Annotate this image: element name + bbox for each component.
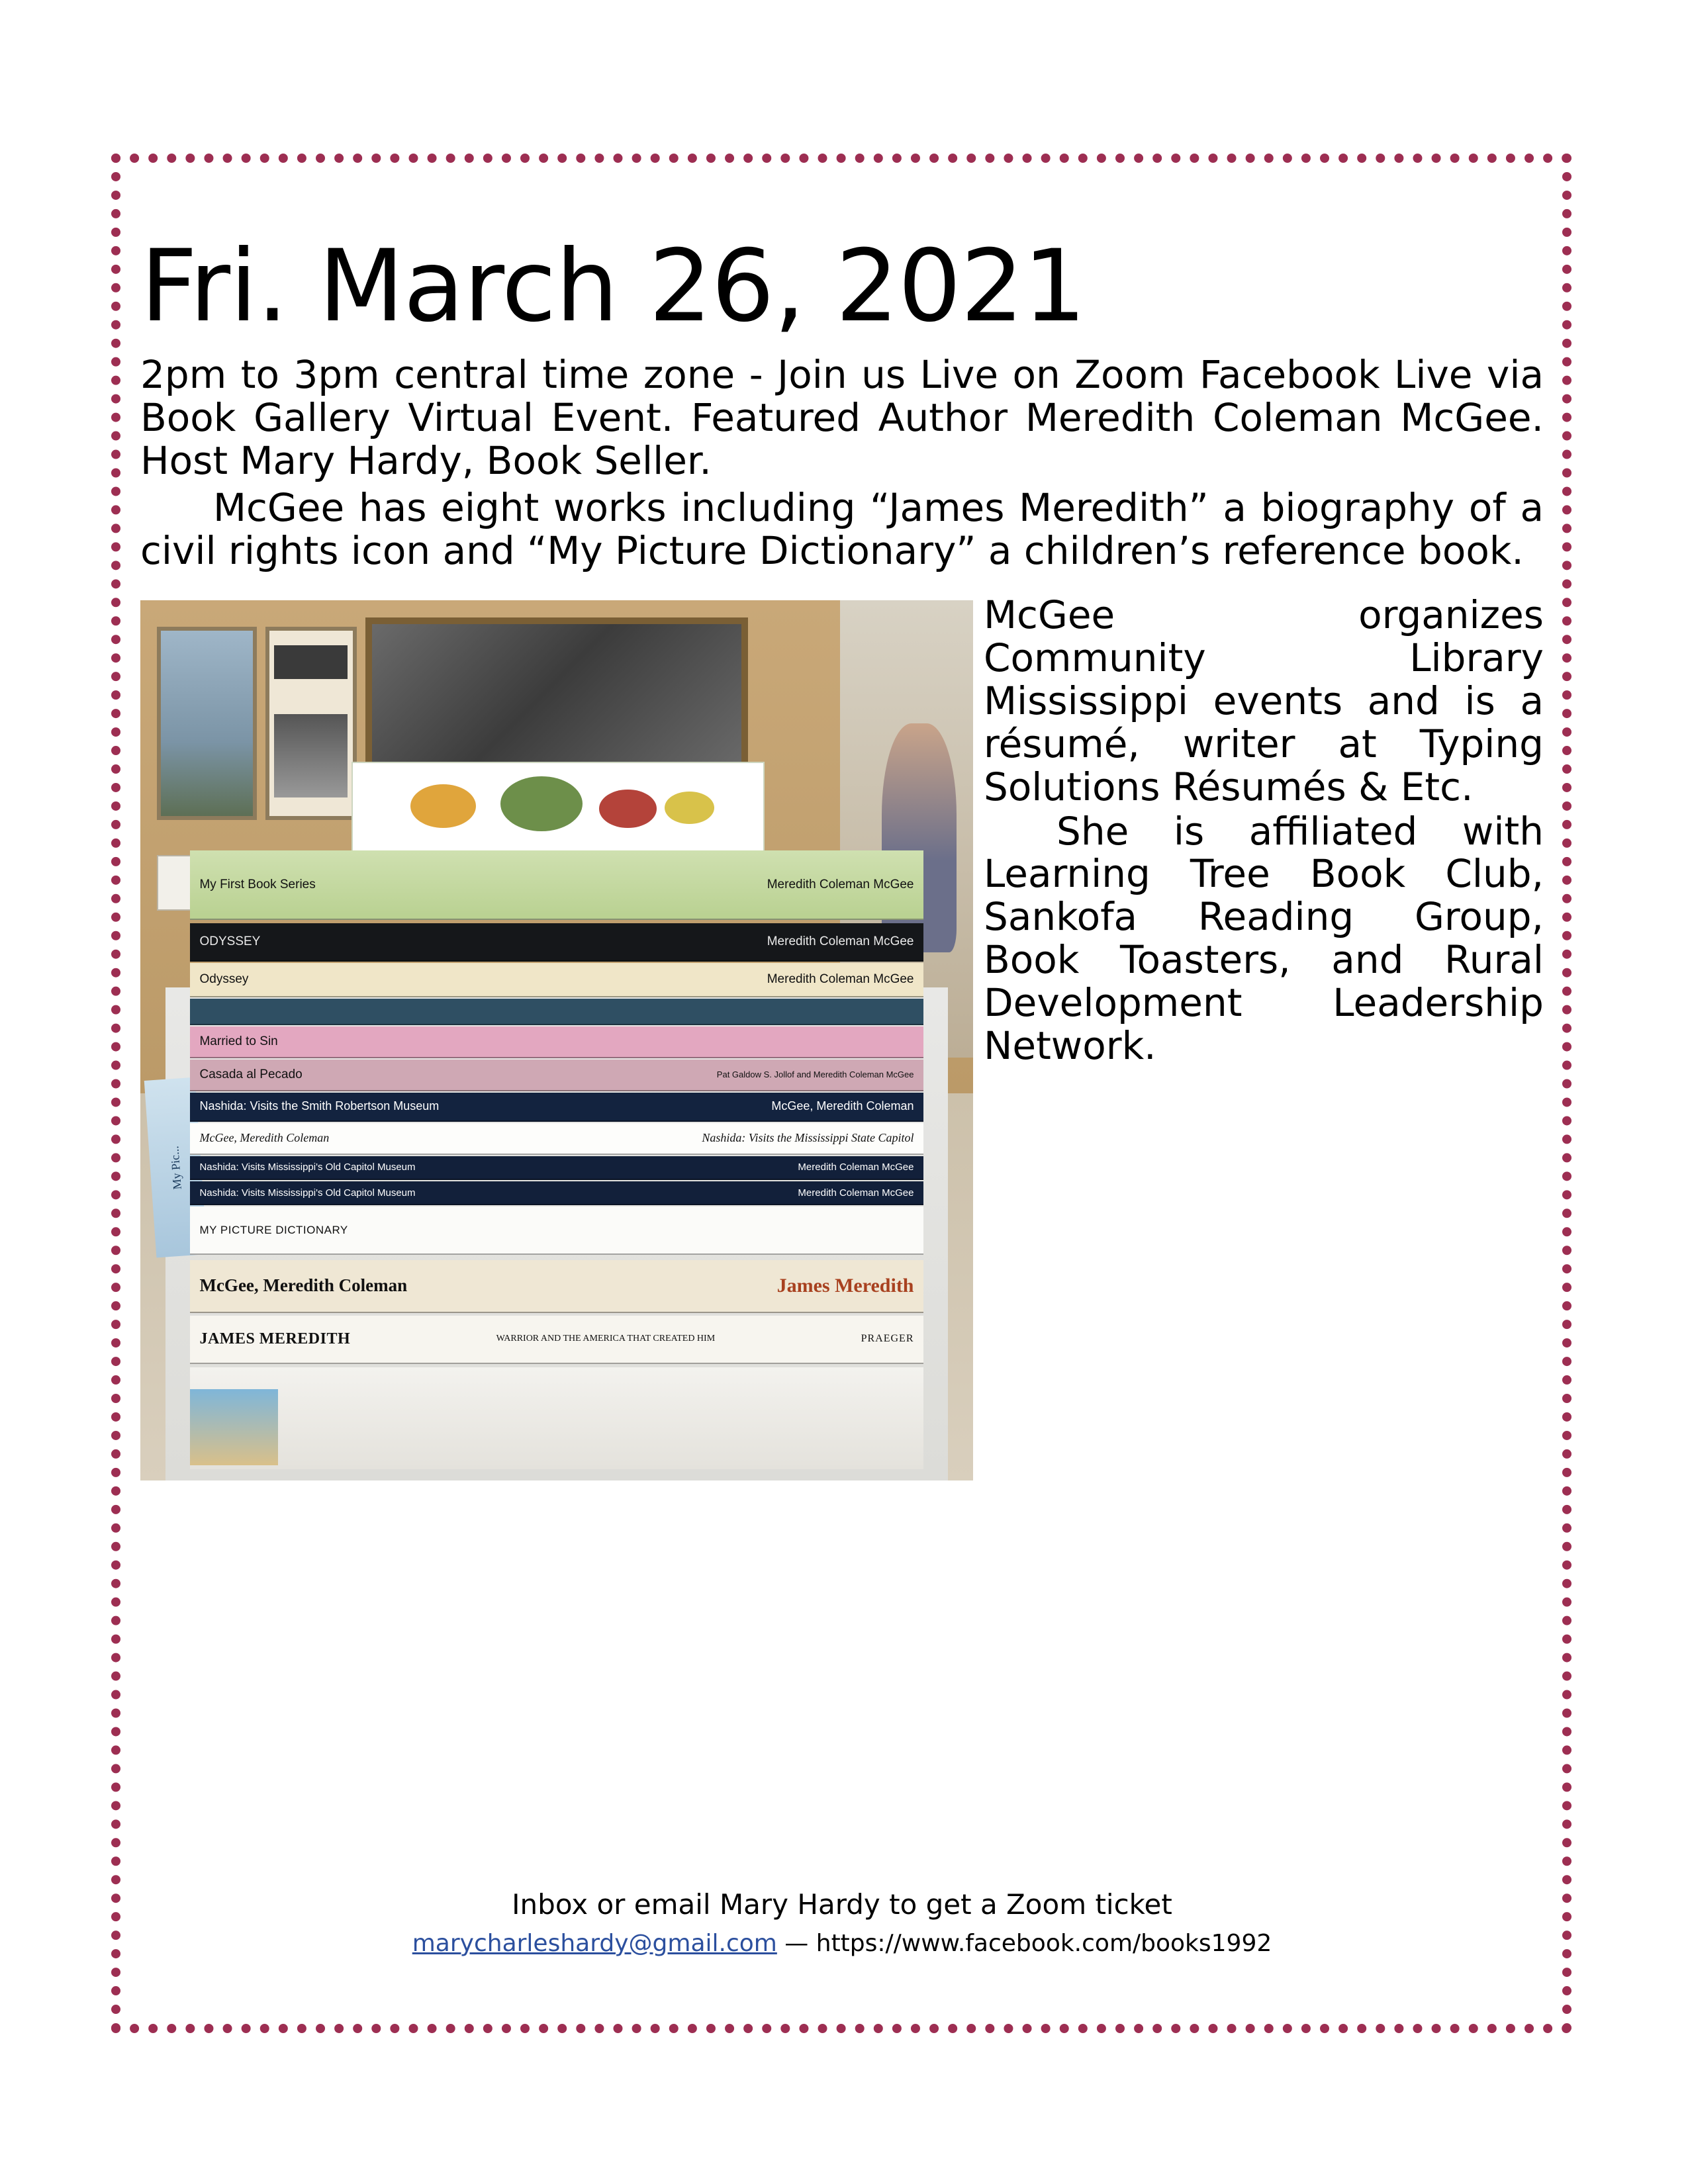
book-row <box>190 1316 923 1364</box>
photo-and-text-section <box>140 594 1544 1494</box>
book-row <box>190 1026 923 1058</box>
book-title-left: Casada al Pecado <box>199 1067 303 1081</box>
book-cover-art <box>352 762 765 860</box>
book-row <box>190 1260 923 1313</box>
book-author-right: Meredith Coleman McGee <box>767 877 914 891</box>
side-book <box>190 1389 278 1465</box>
organizes-paragraph: McGee organizes Community Library Mississippi events and is a résumé, writer at Typing Solutions Résumés & Etc. <box>984 592 1544 809</box>
book-title-left: ODYSSEY <box>199 934 261 948</box>
footer-separator: — <box>776 1929 816 1957</box>
footer-contact-line <box>130 1927 1554 1960</box>
poster-top-band <box>274 645 348 679</box>
event-details-paragraph: 2pm to 3pm central time zone - Join us Live on Zoom Facebook Live via Book Gallery Virtual Event. Featured Author Meredith Coleman McGee. Host Mary Hardy, Book Seller. <box>140 352 1544 483</box>
book-row <box>190 999 923 1025</box>
book-author-right: Meredith Coleman McGee <box>767 934 914 948</box>
statue-photo <box>157 627 257 821</box>
book-title-left: Nashida: Visits Mississippi's Old Capitol Museum <box>199 1187 416 1199</box>
book-author-right: Meredith Coleman McGee <box>798 1187 914 1199</box>
footer-call-to-action: Inbox or email Mary Hardy to get a Zoom ticket <box>512 1888 1172 1921</box>
book-author-left: McGee, Meredith Coleman <box>199 1275 408 1296</box>
spine-label: My Pic... <box>167 1145 184 1190</box>
affiliations-paragraph: She is affiliated with Learning Tree Book Club, Sankofa Reading Group, Book Toasters, and Rural Development Leadership Network. <box>984 808 1544 1069</box>
footer <box>130 1888 1554 1960</box>
email-link[interactable]: marycharleshardy@gmail.com <box>412 1929 777 1957</box>
book-stack-photo <box>140 600 973 1480</box>
book-stack <box>167 838 923 1472</box>
book-author-right: McGee, Meredith Coleman <box>771 1099 914 1113</box>
crossroads-poster <box>265 627 357 821</box>
book-row <box>190 1060 923 1091</box>
book-row <box>190 1206 923 1255</box>
book-title-right: Nashida: Visits the Mississippi State Capitol <box>702 1131 914 1145</box>
publisher-label: PRAEGER <box>861 1333 914 1345</box>
right-column-text <box>984 594 1544 1068</box>
book-row <box>190 1181 923 1205</box>
book-title-left: Nashida: Visits the Smith Robertson Museum <box>199 1099 440 1113</box>
book-title-left: JAMES MEREDITH <box>199 1330 351 1347</box>
cover-blob-4 <box>665 792 714 824</box>
book-row <box>190 1123 923 1155</box>
book-author-left: McGee, Meredith Coleman <box>199 1131 330 1145</box>
book-title-left: Odyssey <box>199 972 249 987</box>
author-works-paragraph: McGee has eight works including “James Meredith” a biography of a civil rights icon and “My Picture Dictionary” a children’s reference book. <box>140 484 1544 573</box>
bottom-shelf-books <box>190 1367 923 1469</box>
cover-blob-2 <box>500 776 583 831</box>
book-title-right: James Meredith <box>776 1274 914 1297</box>
book-author-right: Pat Galdow S. Jollof and Meredith Coleman McGee <box>716 1069 914 1080</box>
book-title-left: MY PICTURE DICTIONARY <box>199 1223 348 1236</box>
book-row <box>190 963 923 997</box>
book-row <box>190 1156 923 1180</box>
poster-image <box>274 714 348 797</box>
cover-blob-1 <box>410 784 476 828</box>
book-author-right: Meredith Coleman McGee <box>767 972 914 987</box>
facebook-url[interactable]: https://www.facebook.com/books1992 <box>816 1929 1272 1957</box>
book-author-right: Meredith Coleman McGee <box>798 1161 914 1173</box>
book-row <box>190 850 923 920</box>
cover-blob-3 <box>599 790 657 827</box>
page-title: Fri. March 26, 2021 <box>140 229 1086 344</box>
book-subtitle: WARRIOR AND THE AMERICA THAT CREATED HIM <box>496 1334 716 1344</box>
book-title-left: Nashida: Visits Mississippi's Old Capitol Museum <box>199 1161 416 1173</box>
photo-scene <box>140 600 973 1480</box>
book-row <box>190 923 923 961</box>
book-title-left: Married to Sin <box>199 1034 278 1049</box>
book-row <box>190 1093 923 1122</box>
book-title-left: My First Book Series <box>199 877 316 891</box>
flyer-content <box>130 171 1554 2017</box>
